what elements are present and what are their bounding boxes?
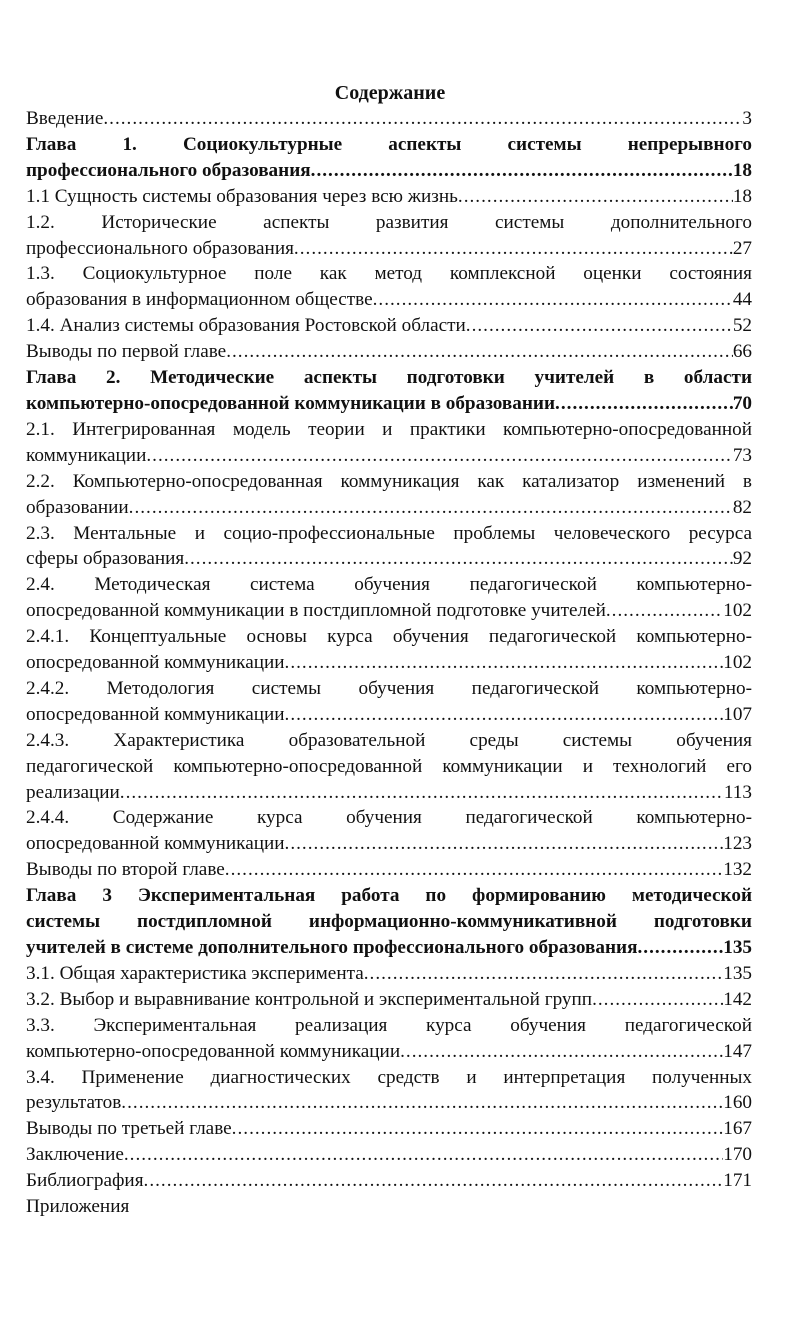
toc-page-number: 135 bbox=[723, 937, 752, 958]
toc-entry-text: Выводы по третьей главе bbox=[26, 1118, 232, 1140]
dot-leader bbox=[285, 831, 724, 857]
toc-entry bbox=[26, 1116, 752, 1142]
toc-entry-text: компьютерно-опосредованной коммуникации bbox=[26, 1040, 401, 1062]
toc-entry-text: Выводы по первой главе bbox=[26, 341, 227, 363]
toc-entry bbox=[26, 1013, 752, 1065]
toc-entry-text: 1.2. Исторические аспекты развития системы дополнительного bbox=[26, 211, 752, 233]
toc-entry bbox=[26, 883, 752, 961]
toc-entry-line bbox=[26, 391, 752, 417]
dot-leader bbox=[103, 106, 742, 132]
toc-entry-line bbox=[26, 106, 752, 132]
toc-entry bbox=[26, 210, 752, 262]
dot-leader bbox=[606, 598, 723, 624]
toc-page-number: 52 bbox=[732, 315, 752, 337]
toc-entry-text: 2.4.4. Содержание курса обучения педагогической компьютерно- bbox=[26, 807, 752, 829]
toc-entry-text: учителей в системе дополнительного профессионального образования bbox=[26, 937, 638, 958]
toc-entry-text: 2.4.1. Концептуальные основы курса обучения педагогической компьютерно- bbox=[26, 626, 752, 648]
dot-leader bbox=[129, 495, 733, 521]
dot-leader bbox=[311, 158, 733, 184]
dot-leader bbox=[364, 961, 723, 987]
toc-page-number: 113 bbox=[723, 781, 752, 803]
toc-entry-text: Глава 2. Методические аспекты подготовки учителей в области bbox=[26, 367, 752, 389]
toc-entry-line bbox=[26, 236, 752, 262]
toc-entry-text: 3.1. Общая характеристика эксперимента bbox=[26, 962, 364, 984]
toc-entry-text: Глава 3 Экспериментальная работа по формированию методической bbox=[26, 885, 752, 907]
toc-page-number: 171 bbox=[723, 1170, 752, 1192]
dot-leader bbox=[225, 857, 723, 883]
toc-page-number: 170 bbox=[723, 1144, 752, 1166]
toc-page-number: 107 bbox=[723, 703, 752, 725]
toc-page-number: 167 bbox=[723, 1118, 752, 1140]
toc-entry bbox=[26, 1065, 752, 1117]
toc-page-number: 142 bbox=[723, 988, 752, 1010]
toc-entry-text: опосредованной коммуникации bbox=[26, 833, 285, 855]
toc-entry-text: опосредованной коммуникации в постдипломной подготовке учителей bbox=[26, 600, 606, 622]
toc-entry-line bbox=[26, 184, 752, 210]
toc-entry-text: опосредованной коммуникации bbox=[26, 652, 285, 674]
toc-entry-text: Заключение bbox=[26, 1144, 124, 1166]
toc-entry-line bbox=[26, 495, 752, 521]
toc-page-number: 44 bbox=[732, 289, 752, 311]
toc-entry-line bbox=[26, 443, 752, 469]
toc-entry bbox=[26, 184, 752, 210]
toc-entry-line bbox=[26, 546, 752, 572]
toc-entry-text: Введение bbox=[26, 108, 104, 129]
toc-entry-line bbox=[26, 857, 752, 883]
toc-entry bbox=[26, 1168, 752, 1194]
toc-entry-text: 1.1 Сущность системы образования через всю жизнь bbox=[26, 185, 458, 207]
toc-page-number: 27 bbox=[732, 237, 752, 259]
toc-entry-text: системы постдипломной информационно-коммуникативной подготовки bbox=[26, 911, 752, 933]
dot-leader bbox=[458, 184, 733, 210]
toc-entry bbox=[26, 961, 752, 987]
toc-entry bbox=[26, 676, 752, 728]
toc-entry-text: 3.4. Применение диагностических средств и интерпретация полученных bbox=[26, 1066, 752, 1088]
toc-entry-text: коммуникации bbox=[26, 444, 147, 466]
toc-entry-text: образования в информационном обществе bbox=[26, 289, 373, 311]
toc-entry-text: 1.4. Анализ системы образования Ростовской области bbox=[26, 315, 466, 337]
toc-entry bbox=[26, 313, 752, 339]
toc-page-number: 3 bbox=[742, 108, 752, 129]
toc-entry-line bbox=[26, 339, 752, 365]
toc-entry-line bbox=[26, 831, 752, 857]
toc-entry-text: Приложения bbox=[26, 1196, 130, 1218]
toc-page-number: 92 bbox=[732, 548, 752, 570]
toc-entry-text: Выводы по второй главе bbox=[26, 859, 225, 881]
dot-leader bbox=[285, 702, 724, 728]
dot-leader bbox=[373, 287, 733, 313]
toc-entry bbox=[26, 805, 752, 857]
toc-entry-line bbox=[26, 935, 752, 961]
toc-page-number: 123 bbox=[723, 833, 752, 855]
dot-leader bbox=[466, 313, 733, 339]
dot-leader bbox=[637, 935, 723, 961]
toc-page-number: 73 bbox=[732, 444, 752, 466]
toc-entry-text: 2.2. Компьютерно-опосредованная коммуникация как катализатор изменений в bbox=[26, 470, 752, 492]
toc-entry-text: 2.3. Ментальные и социо-профессиональные проблемы человеческого ресурса bbox=[26, 522, 752, 544]
toc-entry bbox=[26, 1194, 752, 1220]
dot-leader bbox=[285, 650, 724, 676]
dot-leader bbox=[555, 391, 733, 417]
toc-page-number: 18 bbox=[732, 159, 752, 181]
toc-entry bbox=[26, 339, 752, 365]
dot-leader bbox=[592, 987, 723, 1013]
toc-page-number: 82 bbox=[732, 496, 752, 518]
toc-entry-text: опосредованной коммуникации bbox=[26, 703, 285, 725]
toc-entry-text: 3.2. Выбор и выравнивание контрольной и экспериментальной групп bbox=[26, 988, 593, 1010]
dot-leader bbox=[144, 1168, 724, 1194]
toc-entry-line bbox=[26, 650, 752, 676]
toc-page-number: 160 bbox=[723, 1092, 752, 1114]
toc-entry bbox=[26, 857, 752, 883]
toc-entry-text: сферы образования bbox=[26, 548, 185, 570]
toc-entry-line bbox=[26, 1039, 752, 1065]
table-of-contents bbox=[26, 106, 752, 1220]
toc-entry bbox=[26, 106, 752, 132]
toc-entry-line bbox=[26, 702, 752, 728]
toc-entry-line bbox=[26, 1142, 752, 1168]
toc-entry-text: образовании bbox=[26, 496, 129, 518]
toc-entry-text: 2.4. Методическая система обучения педагогической компьютерно- bbox=[26, 574, 752, 596]
toc-entry-text: профессионального образования bbox=[26, 237, 294, 259]
toc-entry-line bbox=[26, 158, 752, 184]
toc-page-number: 102 bbox=[723, 652, 752, 674]
toc-entry bbox=[26, 417, 752, 469]
toc-entry-text: Библиография bbox=[26, 1170, 144, 1192]
toc-entry-text: компьютерно-опосредованной коммуникации в образовании bbox=[26, 392, 556, 414]
toc-entry bbox=[26, 469, 752, 521]
toc-entry-text: профессионального образования bbox=[26, 159, 311, 181]
toc-page-number: 66 bbox=[732, 341, 752, 363]
dot-leader bbox=[120, 780, 724, 806]
toc-entry-text: 2.1. Интегрированная модель теории и практики компьютерно-опосредованной bbox=[26, 418, 752, 440]
toc-entry-line bbox=[26, 1168, 752, 1194]
page-title: Содержание bbox=[334, 82, 446, 104]
toc-page-number: 18 bbox=[732, 185, 752, 207]
toc-entry-line bbox=[26, 287, 752, 313]
toc-entry bbox=[26, 132, 752, 184]
dot-leader bbox=[226, 339, 733, 365]
toc-entry bbox=[26, 728, 752, 806]
dot-leader bbox=[124, 1142, 723, 1168]
dot-leader bbox=[294, 236, 733, 262]
toc-entry bbox=[26, 624, 752, 676]
toc-entry bbox=[26, 987, 752, 1013]
toc-entry-line bbox=[26, 598, 752, 624]
dot-leader bbox=[146, 443, 732, 469]
toc-entry-text: Глава 1. Социокультурные аспекты системы непрерывного bbox=[26, 133, 752, 155]
toc-entry-line bbox=[26, 961, 752, 987]
toc-entry-text: 1.3. Социокультурное поле как метод комплексной оценки состояния bbox=[26, 263, 752, 285]
toc-entry-text: 3.3. Экспериментальная реализация курса обучения педагогической bbox=[26, 1014, 752, 1036]
toc-page-number: 147 bbox=[723, 1040, 752, 1062]
dot-leader bbox=[232, 1116, 724, 1142]
toc-entry bbox=[26, 1142, 752, 1168]
dot-leader bbox=[184, 546, 733, 572]
toc-entry-line bbox=[26, 313, 752, 339]
toc-entry-line bbox=[26, 1090, 752, 1116]
toc-entry-text: реализации bbox=[26, 781, 120, 803]
toc-entry bbox=[26, 572, 752, 624]
toc-entry-text: результатов bbox=[26, 1092, 122, 1114]
toc-entry-text: 2.4.2. Методология системы обучения педагогической компьютерно- bbox=[26, 677, 752, 699]
toc-page-number: 70 bbox=[732, 392, 752, 414]
toc-entry-text: 2.4.3. Характеристика образовательной среды системы обучения bbox=[26, 729, 752, 751]
toc-page-number: 135 bbox=[723, 962, 752, 984]
toc-entry-line bbox=[26, 987, 752, 1013]
dot-leader bbox=[121, 1090, 723, 1116]
toc-entry bbox=[26, 365, 752, 417]
toc-entry-line bbox=[26, 1116, 752, 1142]
dot-leader bbox=[400, 1039, 723, 1065]
toc-entry bbox=[26, 521, 752, 573]
toc-entry bbox=[26, 261, 752, 313]
toc-page-number: 102 bbox=[723, 600, 752, 622]
toc-page-number: 132 bbox=[723, 859, 752, 881]
toc-entry-text: педагогической компьютерно-опосредованной коммуникации и технологий его bbox=[26, 755, 752, 777]
toc-entry-line bbox=[26, 780, 752, 806]
